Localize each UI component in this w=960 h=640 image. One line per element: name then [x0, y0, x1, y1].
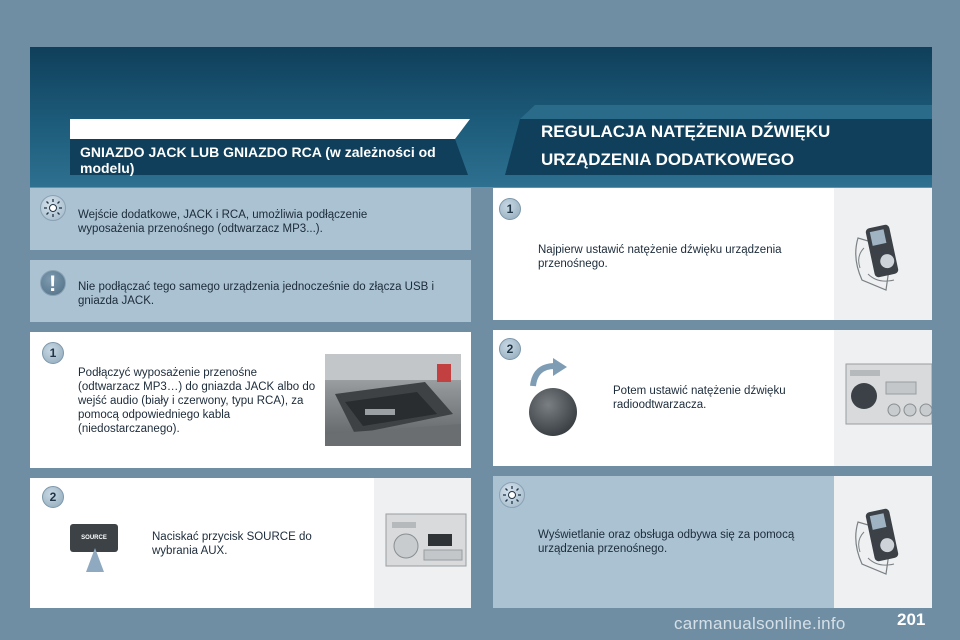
section-title-right-line1: REGULACJA NATĘŻENIA DŹWIĘKU [541, 122, 831, 141]
mp3-player-image [834, 188, 932, 320]
info-sun-icon [40, 195, 66, 221]
info-sun-icon-right [499, 482, 525, 508]
radio-knob-image [834, 330, 932, 466]
watermark: carmanualsonline.info [674, 614, 846, 633]
info-panel-left [30, 188, 471, 250]
glovebox-photo [325, 354, 461, 446]
warning-text: Nie podłączać tego samego urządzenia jednocześnie do złącza USB i gniazda JACK. [78, 281, 435, 307]
step2-text: Naciskać przycisk SOURCE do wybrania AUX. [152, 531, 312, 557]
radio-panel-image [374, 478, 471, 608]
section-title-left: KORZYSTANIE Z WEJŚCIA DODATKOWEGO (AUX) [80, 120, 446, 139]
section-title-right-line2: URZĄDZENIA DODATKOWEGO [541, 150, 795, 169]
volume-knob[interactable] [529, 388, 577, 436]
right-info-text: Wyświetlanie oraz obsługa odbywa się za pomocą urządzenia przenośnego. [538, 529, 795, 555]
warning-panel [30, 260, 471, 322]
mp3-player-image-2 [834, 476, 932, 608]
press-arrow-icon [86, 548, 104, 572]
step-badge-2: 2 [42, 486, 64, 508]
warning-exclamation: ! [49, 271, 57, 296]
info-panel-right [493, 476, 932, 608]
header-left [80, 120, 477, 176]
step-badge-1: 1 [42, 342, 64, 364]
right-step2-text: Potem ustawić natężenie dźwięku radioodtwarzacza. [613, 385, 786, 411]
source-button[interactable]: SOURCE [70, 524, 118, 552]
step2-panel-right [493, 330, 932, 466]
header-right [541, 118, 830, 174]
info-text: Wejście dodatkowe, JACK i RCA, umożliwia podłączenie wyposażenia przenośnego (odtwarzacz MP3...). [78, 209, 368, 235]
step2-panel-left [30, 478, 471, 608]
section-subtitle-left: GNIAZDO JACK LUB GNIAZDO RCA (w zależności od modelu) [80, 144, 436, 176]
right-step1-text: Najpierw ustawić natężenie dźwięku urządzenia przenośnego. [538, 244, 782, 270]
step-badge-1-right: 1 [499, 198, 521, 220]
step1-text: Podłączyć wyposażenie przenośne (odtwarzacz MP3…) do gniazda JACK albo do wejść audio (biały i czerwony, typu RCA), za pomocą odpowiedniego kabla (niedostarczanego). [78, 367, 316, 435]
step1-panel-left [30, 332, 471, 468]
step1-panel-right [493, 188, 932, 320]
page-number: 201 [897, 610, 926, 629]
step-badge-2-right: 2 [499, 338, 521, 360]
